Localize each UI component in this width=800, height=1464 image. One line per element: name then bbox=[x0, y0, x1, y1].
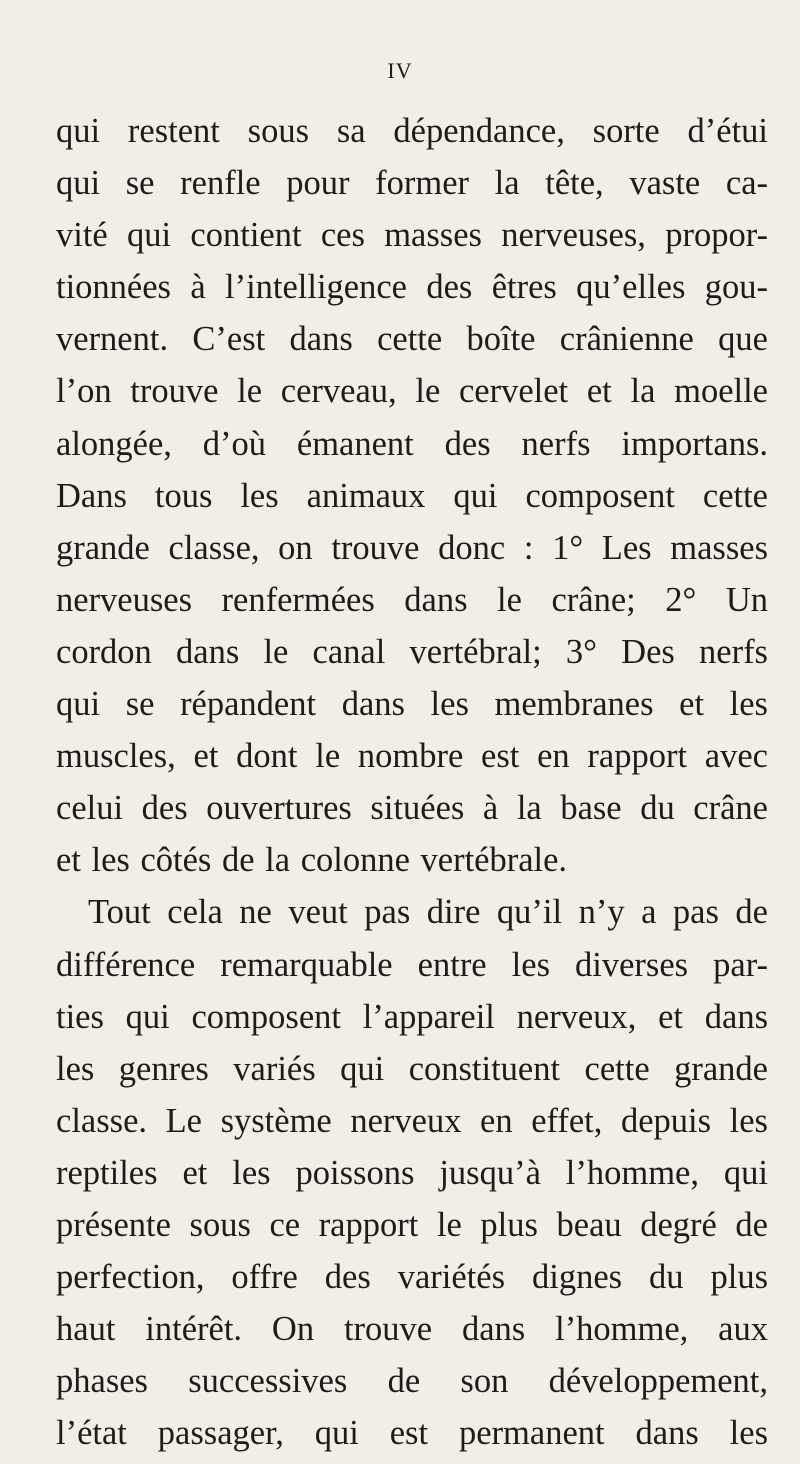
text-line: haut intérêt. On trouve dans l’homme, aux bbox=[56, 1310, 768, 1349]
text-line: ties qui composent l’appareil nerveux, et dans bbox=[56, 997, 768, 1036]
text-line: vité qui contient ces masses nerveuses, propor- bbox=[56, 216, 768, 255]
text-line: vernent. C’est dans cette boîte crânienne que bbox=[56, 320, 768, 359]
text-line: classe. Le système nerveux en effet, depuis les bbox=[56, 1101, 768, 1140]
text-line: reptiles et les poissons jusqu’à l’homme, qui bbox=[56, 1153, 768, 1192]
text-line: tionnées à l’intelligence des êtres qu’elles gou- bbox=[56, 268, 768, 307]
text-line: présente sous ce rapport le plus beau degré de bbox=[56, 1205, 768, 1244]
text-line: et les côtés de la colonne vertébrale. bbox=[56, 841, 568, 880]
text-line: nerveuses renfermées dans le crâne; 2° Un bbox=[56, 580, 768, 619]
text-line: différence remarquable entre les diverses par- bbox=[56, 945, 768, 984]
text-line: l’état passager, qui est permanent dans les bbox=[56, 1414, 768, 1453]
text-line: phases successives de son développement, bbox=[56, 1362, 768, 1401]
text-line: Tout cela ne veut pas dire qu’il n’y a pas de bbox=[88, 893, 768, 932]
text-line: celui des ouvertures situées à la base du crâne bbox=[56, 789, 768, 828]
text-line: cordon dans le canal vertébral; 3° Des nerfs bbox=[56, 632, 768, 671]
text-line: muscles, et dont le nombre est en rapport avec bbox=[56, 737, 768, 776]
text-line: les genres variés qui constituent cette grande bbox=[56, 1049, 768, 1088]
text-line: qui se renfle pour former la tête, vaste ca- bbox=[56, 164, 768, 203]
text-line: qui restent sous sa dépendance, sorte d’étui bbox=[56, 112, 768, 150]
text-line: l’on trouve le cerveau, le cervelet et la moelle bbox=[56, 372, 768, 411]
text-line: alongée, d’où émanent des nerfs importans. bbox=[56, 424, 768, 463]
text-line: Dans tous les animaux qui composent cette bbox=[56, 476, 768, 515]
text-line: qui se répandent dans les membranes et les bbox=[56, 685, 768, 724]
page-number: IV bbox=[387, 58, 413, 83]
body-text bbox=[56, 110, 768, 1464]
text-line: perfection, offre des variétés dignes du plus bbox=[56, 1258, 768, 1297]
text-line: grande classe, on trouve donc : 1° Les masses bbox=[56, 528, 768, 567]
